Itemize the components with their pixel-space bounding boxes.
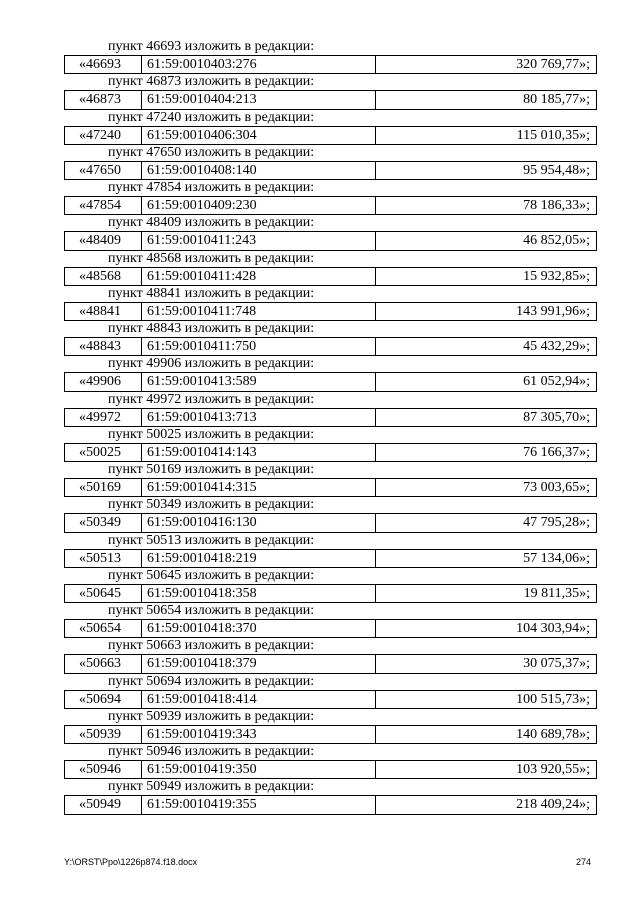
amount-cell: 87 305,70»; [523,409,590,425]
table-row [64,513,597,532]
amendment-heading: пункт 46873 изложить в редакции: [108,74,315,90]
cadastral-number-cell: 61:59:0010418:379 [142,655,376,672]
item-number-cell: «50949 [65,796,142,813]
amount-cell: 218 409,24»; [516,797,590,813]
amount-cell: 57 134,06»; [523,550,590,566]
amount-cell: 80 185,77»; [523,92,590,108]
cadastral-number-cell: 61:59:0010418:414 [142,691,376,708]
amendment-entry [64,321,597,356]
table-row [64,161,597,180]
cadastral-number-cell: 61:59:0010416:130 [142,514,376,531]
item-number-cell: «50645 [65,585,142,602]
amendment-entry [64,638,597,673]
cadastral-number-cell: 61:59:0010404:213 [142,91,376,108]
item-number-cell: «46873 [65,91,142,108]
table-row [64,795,597,814]
item-number-cell: «50513 [65,550,142,567]
item-number-cell: «47650 [65,162,142,179]
table-row [64,478,597,497]
item-number-cell: «50349 [65,514,142,531]
amendment-heading: пункт 50513 изложить в редакции: [108,532,315,548]
table-row [64,725,597,744]
amendment-heading: пункт 48841 изложить в редакции: [108,285,315,301]
amendment-heading: пункт 50949 изложить в редакции: [108,779,315,795]
amount-cell: 104 303,94»; [516,621,590,636]
amendment-heading: пункт 50663 изложить в редакции: [108,638,315,654]
table-row [64,126,597,145]
amendment-heading: пункт 47240 изложить в редакции: [108,109,315,125]
amendment-heading: пункт 50654 изложить в редакции: [108,603,315,618]
item-number-cell: «48841 [65,303,142,320]
amendment-entry [64,286,597,321]
item-number-cell: «48843 [65,338,142,355]
item-number-cell: «48409 [65,232,142,249]
amount-cell: 61 052,94»; [523,374,590,390]
amount-cell: 103 920,55»; [516,762,590,777]
amendment-entry [64,356,597,391]
item-number-cell: «50663 [65,655,142,672]
table-row [64,372,597,391]
cadastral-number-cell: 61:59:0010419:343 [142,726,376,743]
amount-cell: 78 186,33»; [523,198,590,213]
amount-cell: 95 954,48»; [523,162,590,178]
amount-cell: 115 010,35»; [516,127,590,143]
amendment-heading: пункт 50349 изложить в редакции: [108,497,315,513]
cadastral-number-cell: 61:59:0010418:370 [142,620,376,637]
amendment-heading: пункт 50694 изложить в редакции: [108,673,315,689]
item-number-cell: «50939 [65,726,142,743]
item-number-cell: «50694 [65,691,142,708]
item-number-cell: «50169 [65,479,142,496]
cadastral-number-cell: 61:59:0010419:350 [142,761,376,778]
item-number-cell: «49972 [65,409,142,426]
table-row [64,231,597,250]
amount-cell: 30 075,37»; [523,656,590,672]
amendment-entry [64,427,597,462]
amount-cell: 45 432,29»; [523,339,590,354]
cadastral-number-cell: 61:59:0010413:713 [142,409,376,426]
cadastral-number-cell: 61:59:0010414:315 [142,479,376,496]
cadastral-number-cell: 61:59:0010411:750 [142,338,376,355]
footer-file-path: Y:\ORST\Ppo\1226p874.f18.docx [64,857,198,867]
cadastral-number-cell: 61:59:0010411:428 [142,268,376,285]
amendment-heading: пункт 48568 изложить в редакции: [108,250,315,266]
amendment-heading: пункт 48843 изложить в редакции: [108,321,315,336]
amendment-heading: пункт 47854 изложить в редакции: [108,180,315,195]
table-row [64,619,597,638]
table-row [64,408,597,427]
amount-cell: 15 932,85»; [523,268,590,284]
amendment-entry [64,74,597,109]
amendment-entry [64,215,597,250]
amendment-entry [64,392,597,427]
cadastral-number-cell: 61:59:0010403:276 [142,56,376,73]
cadastral-number-cell: 61:59:0010406:304 [142,127,376,144]
table-row [64,302,597,321]
table-row [64,90,597,109]
amendment-heading: пункт 46693 изложить в редакции: [108,39,315,54]
amendment-heading: пункт 47650 изложить в редакции: [108,144,315,160]
amount-cell: 46 852,05»; [523,233,590,249]
amendment-heading: пункт 50939 изложить в редакции: [108,708,315,724]
cadastral-number-cell: 61:59:0010418:358 [142,585,376,602]
amount-cell: 140 689,78»; [516,726,590,742]
amount-cell: 73 003,65»; [523,480,590,495]
amount-cell: 100 515,73»; [516,691,590,707]
amendment-entry [64,709,597,744]
item-number-cell: «50654 [65,620,142,637]
table-row [64,654,597,673]
cadastral-number-cell: 61:59:0010419:355 [142,796,376,813]
amendment-heading: пункт 50169 изложить в редакции: [108,462,315,477]
amount-cell: 320 769,77»; [516,57,590,72]
table-row [64,690,597,709]
amendment-entry [64,497,597,532]
cadastral-number-cell: 61:59:0010418:219 [142,550,376,567]
amendment-heading: пункт 48409 изложить в редакции: [108,215,315,231]
page-footer [64,855,597,869]
table-row [64,267,597,286]
table-row [64,549,597,568]
item-number-cell: «48568 [65,268,142,285]
amendment-entry [64,39,597,74]
amendment-list [64,39,597,815]
table-row [64,584,597,603]
amendment-entry [64,145,597,180]
table-row [64,55,597,74]
amendment-entry [64,603,597,638]
item-number-cell: «50025 [65,444,142,461]
amount-cell: 19 811,35»; [523,585,590,601]
amount-cell: 76 166,37»; [523,444,590,460]
amendment-heading: пункт 50025 изложить в редакции: [108,426,315,442]
amendment-entry [64,180,597,215]
amount-cell: 143 991,96»; [516,303,590,319]
table-row [64,760,597,779]
amendment-entry [64,674,597,709]
cadastral-number-cell: 61:59:0010411:748 [142,303,376,320]
item-number-cell: «47240 [65,127,142,144]
amendment-heading: пункт 49906 изложить в редакции: [108,356,315,372]
amendment-heading: пункт 50946 изложить в редакции: [108,744,315,759]
footer-page-number: 274 [575,857,591,867]
table-row [64,443,597,462]
cadastral-number-cell: 61:59:0010409:230 [142,197,376,214]
amount-cell: 47 795,28»; [523,515,590,531]
amendment-heading: пункт 49972 изложить в редакции: [108,391,315,407]
cadastral-number-cell: 61:59:0010413:589 [142,373,376,390]
item-number-cell: «47854 [65,197,142,214]
cadastral-number-cell: 61:59:0010414:143 [142,444,376,461]
item-number-cell: «50946 [65,761,142,778]
table-row [64,196,597,215]
item-number-cell: «49906 [65,373,142,390]
amendment-entry [64,568,597,603]
amendment-entry [64,251,597,286]
amendment-heading: пункт 50645 изложить в редакции: [108,567,315,583]
table-row [64,337,597,356]
item-number-cell: «46693 [65,56,142,73]
amendment-entry [64,779,597,814]
amendment-entry [64,462,597,497]
amendment-entry [64,110,597,145]
amendment-entry [64,744,597,779]
cadastral-number-cell: 61:59:0010408:140 [142,162,376,179]
cadastral-number-cell: 61:59:0010411:243 [142,232,376,249]
amendment-entry [64,533,597,568]
